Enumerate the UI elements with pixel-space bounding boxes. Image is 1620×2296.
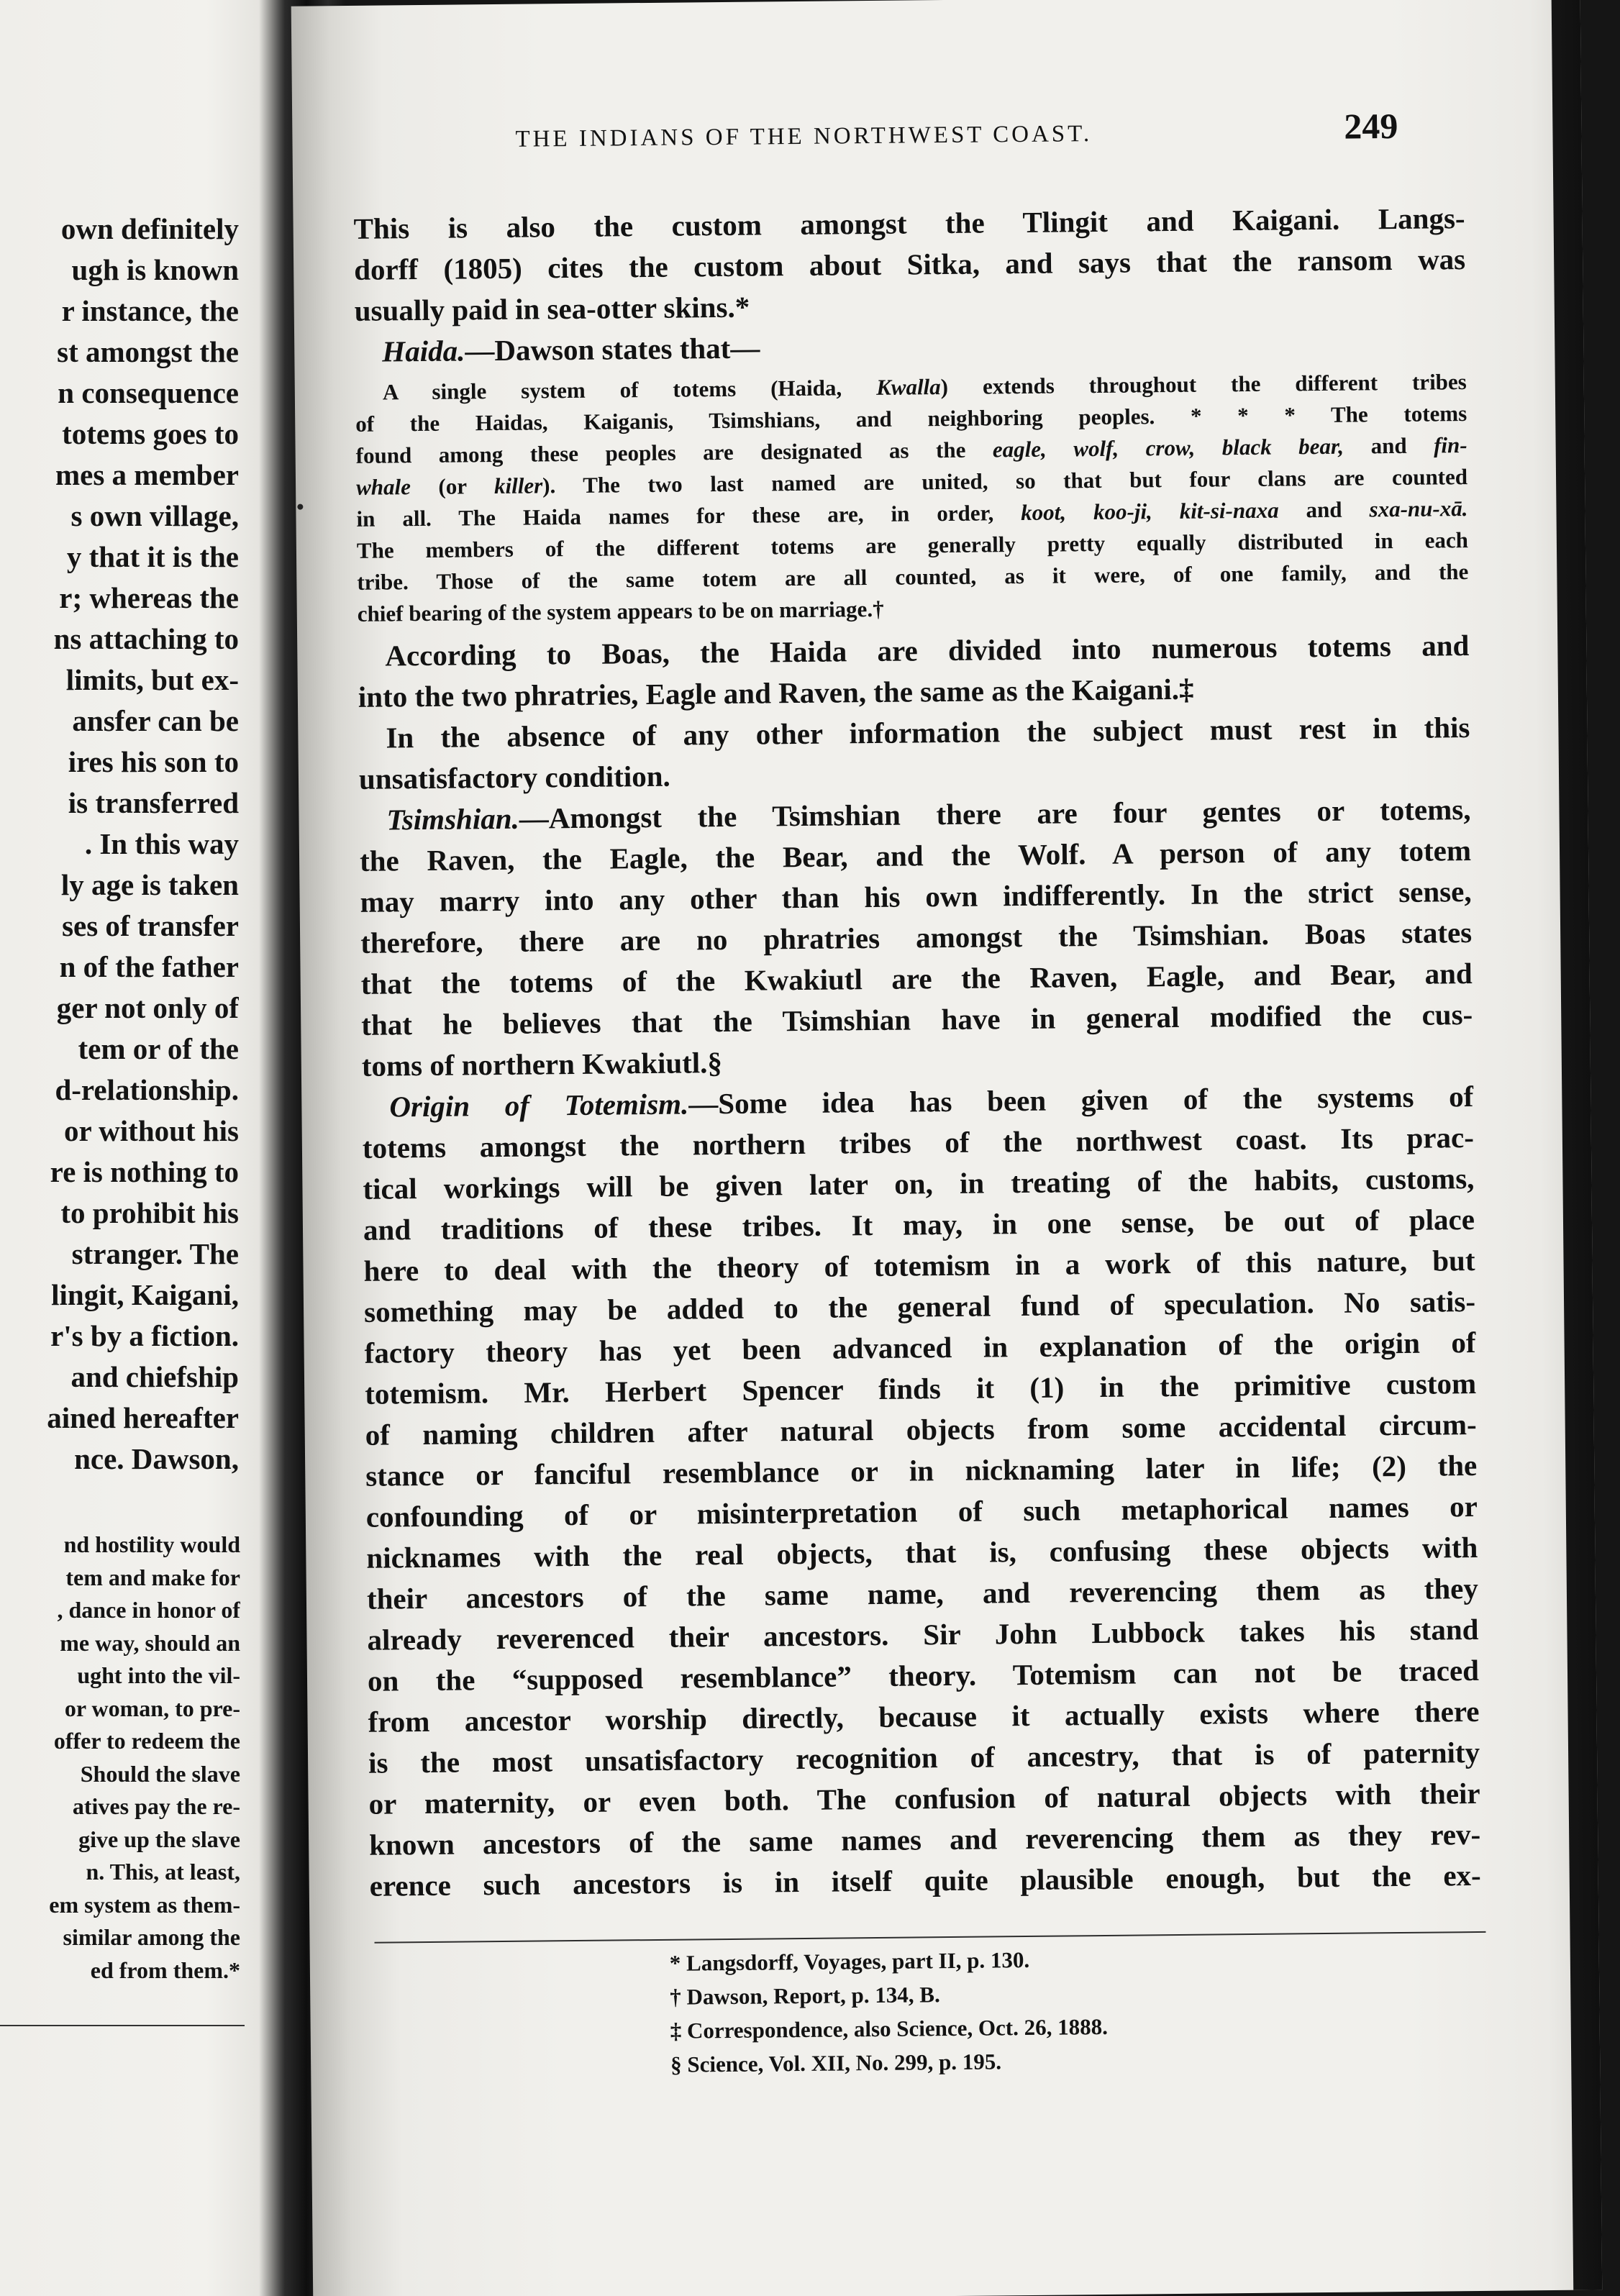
left-page-line: ly age is taken — [60, 868, 239, 901]
left-page-line: r instance, the — [61, 294, 239, 327]
left-footnote-line: give up the slave — [78, 1826, 240, 1852]
quote-text: A single system of totems (Haida, — [382, 374, 877, 405]
body-line: toms of northern Kwakiutl.§ — [361, 1046, 723, 1083]
left-footnote-line: tem and make for — [65, 1564, 240, 1590]
footnotes — [670, 1942, 1109, 2082]
left-footnote-line: me way, should an — [60, 1629, 240, 1656]
quote-line: tribe. Those of the same totem are all counted, as it were, of one family, and the — [357, 559, 1469, 595]
left-page-line: n consequence — [58, 376, 239, 409]
tsimshian-label: Tsimshian. — [386, 801, 519, 837]
body-line: may marry into any other than his own indifferently. In the strict sense, — [360, 875, 1472, 919]
body-line: usually paid in sea-otter skins.* — [354, 290, 750, 327]
left-page-line: stranger. The — [71, 1237, 239, 1270]
body-line: something may be added to the general fund of speculation. No satis- — [363, 1284, 1476, 1329]
body-line: This is also the custom amongst the Tlingit and Kaigani. Langs- — [353, 201, 1465, 245]
left-footnote-line: , dance in honor of — [57, 1597, 240, 1623]
left-page-line: . In this way — [84, 827, 239, 860]
body-line: of naming children after natural objects from some accidental circum- — [365, 1407, 1477, 1452]
left-footnote-line: nd hostility would — [63, 1531, 240, 1557]
body-line: known ancestors of the same names and reverencing them as they rev- — [369, 1817, 1481, 1862]
body-line: tical workings will be given later on, in treating of the habits, customs, — [363, 1162, 1475, 1206]
quote-text: ). The two last named are united, so that but four clans are counted — [542, 464, 1468, 498]
page-edge-shadow — [1552, 0, 1603, 2290]
haida-label: Haida. — [382, 334, 465, 368]
body-line: In the absence of any other information the subject must rest in this — [386, 711, 1470, 755]
origin-text: —Some idea has been given of the systems of — [688, 1080, 1474, 1121]
body-line: from ancestor worship directly, because it actually exists where there — [368, 1694, 1480, 1739]
left-page-fragment — [0, 0, 295, 2296]
left-page-line: n of the father — [59, 950, 239, 983]
quote-line: The members of the different totems are generally pretty equally distributed in each — [356, 527, 1469, 563]
left-page-line: mes a member — [55, 458, 239, 491]
left-page-line: tem or of the — [78, 1032, 239, 1065]
body-line: confounding of or misinterpretation of such metaphorical names or — [365, 1489, 1478, 1534]
left-page-line: ugh is known — [71, 253, 239, 286]
body-line: the Raven, the Eagle, the Bear, and the Wolf. A person of any totem — [359, 834, 1472, 878]
quote-italic: sxa-nu-xā. — [1369, 496, 1468, 522]
footnote: * Langsdorff, Voyages, part II, p. 130. — [669, 1946, 1030, 1976]
footnote: † Dawson, Report, p. 134, B. — [670, 1982, 940, 2010]
haida-intro-text: —Dawson states that— — [465, 331, 760, 368]
left-page-line: ained hereafter — [47, 1401, 239, 1434]
quote-italic: whale — [355, 474, 411, 500]
left-footnote-line: similar among the — [63, 1924, 240, 1950]
left-page-line: nce. Dawson, — [74, 1442, 239, 1475]
quote-line: of the Haidas, Kaiganis, Tsimshians, and neighboring peoples. * * * The totems — [355, 401, 1467, 437]
left-page-line: lingit, Kaigani, — [51, 1278, 239, 1311]
left-footnote-line: or woman, to pre- — [64, 1695, 240, 1721]
page-body — [353, 198, 1481, 1907]
body-line: According to Boas, the Haida are divided into numerous totems and — [385, 629, 1470, 673]
body-line: into the two phratries, Eagle and Raven, the same as the Kaigani.‡ — [358, 672, 1194, 714]
quote-text: in all. The Haida names for these are, in order, — [356, 500, 1021, 532]
quote-text: and — [1278, 496, 1370, 523]
left-page-line: is transferred — [68, 786, 239, 819]
quote-line: chief bearing of the system appears to be on marriage.† — [357, 596, 884, 627]
quote-italic: Kwalla — [875, 374, 941, 400]
quote-text: and — [1343, 432, 1434, 459]
running-head: THE INDIANS OF THE NORTHWEST COAST. — [515, 121, 1093, 152]
left-page-line: s own village, — [70, 499, 239, 532]
left-page-line: or without his — [63, 1114, 239, 1147]
left-page-line: y that it is the — [66, 540, 239, 573]
left-page-line: ses of transfer — [62, 909, 239, 942]
left-page-line: ns attaching to — [53, 622, 239, 655]
body-line: is the most unsatisfactory recognition of ancestry, that is of paternity — [368, 1735, 1480, 1780]
body-line: and traditions of these tribes. It may, in one sense, be out of place — [363, 1202, 1475, 1247]
body-line: erence such ancestors is in itself quite plausible enough, but the ex- — [369, 1858, 1481, 1903]
body-line: unsatisfactory condition. — [358, 759, 671, 796]
quote-italic: koot, koo-ji, kit-si-naxa — [1021, 497, 1279, 526]
left-page-line: ires his son to — [68, 745, 239, 778]
right-page — [291, 0, 1603, 2296]
footnote: § Science, Vol. XII, No. 299, p. 195. — [670, 2049, 1002, 2077]
body-line: nicknames with the real objects, that is, confusing these objects with — [366, 1530, 1478, 1575]
left-footnote-line: offer to redeem the — [53, 1728, 240, 1754]
left-page-line: ansfer can be — [72, 704, 239, 737]
left-page-line: limits, but ex- — [65, 663, 239, 696]
body-line: dorff (1805) cites the custom about Sitka, and says that the ransom was — [353, 242, 1466, 286]
left-footnote-line: atives pay the re- — [72, 1793, 240, 1819]
left-page-line: re is nothing to — [50, 1155, 239, 1188]
quote-text: ) extends throughout the different tribes — [940, 369, 1467, 400]
left-footnote-rule — [0, 2025, 245, 2026]
left-footnote-line: ed from them.* — [90, 1956, 240, 1983]
left-page-line: r; whereas the — [59, 581, 239, 614]
tsimshian-text: —Amongst the Tsimshian there are four gentes or totems, — [519, 793, 1471, 835]
left-page-line: to prohibit his — [60, 1196, 239, 1229]
body-line: totemism. Mr. Herbert Spencer finds it (1) in the primitive custom — [364, 1366, 1477, 1411]
body-line: on the “supposed resemblance” theory. Totemism can not be traced — [367, 1653, 1480, 1698]
quote-italic: fin- — [1433, 432, 1467, 458]
body-line: here to deal with the theory of totemism in a work of this nature, but — [363, 1243, 1475, 1288]
body-line: factory theory has yet been advanced in explanation of the origin of — [364, 1325, 1476, 1370]
left-page-line: totems goes to — [62, 417, 239, 450]
body-line: therefore, there are no phratries amongst the Tsimshian. Boas states — [360, 916, 1473, 960]
body-line: stance or fanciful resemblance or in nicknaming later in life; (2) the — [365, 1448, 1478, 1493]
left-page-line: r's by a fiction. — [50, 1319, 239, 1352]
dawson-quotation — [355, 366, 1469, 630]
left-page-line: own definitely — [60, 212, 239, 245]
left-page-line: and chiefship — [70, 1360, 239, 1393]
left-page-line: d-relationship. — [55, 1073, 239, 1106]
origin-label: Origin of Totemism. — [389, 1087, 689, 1124]
left-page-line: ger not only of — [56, 991, 239, 1024]
left-page-body — [0, 209, 239, 1480]
footnote: ‡ Correspondence, also Science, Oct. 26, 1888. — [670, 2013, 1109, 2044]
quote-italic: killer — [493, 473, 543, 499]
left-footnote-line: Should the slave — [80, 1760, 240, 1787]
quote-text: (or — [410, 473, 495, 500]
body-line: or maternity, or even both. The confusion of natural objects with their — [368, 1776, 1480, 1821]
left-footnote-line: em system as them- — [49, 1891, 240, 1918]
body-line: already reverenced their ancestors. Sir John Lubbock takes his stand — [367, 1612, 1479, 1657]
quote-italic: eagle, wolf, crow, black bear, — [992, 433, 1344, 463]
scan-speck — [297, 504, 303, 510]
left-page-footnote — [0, 1529, 240, 1987]
page-number: 249 — [1344, 105, 1398, 147]
left-footnote-line: n. This, at least, — [86, 1859, 240, 1885]
left-footnote-line: ught into the vil- — [77, 1662, 240, 1688]
footnote-rule — [375, 1931, 1486, 1944]
body-line: their ancestors of the same name, and reverencing them as they — [366, 1571, 1479, 1616]
body-line: that the totems of the Kwakiutl are the Raven, Eagle, and Bear, and — [360, 957, 1473, 1001]
body-line: totems amongst the northern tribes of the northwest coast. Its prac- — [362, 1121, 1475, 1165]
body-line: that he believes that the Tsimshian have in general modified the cus- — [361, 998, 1473, 1042]
left-page-line: st amongst the — [57, 335, 239, 368]
quote-text: found among these peoples are designated as the — [355, 437, 993, 468]
